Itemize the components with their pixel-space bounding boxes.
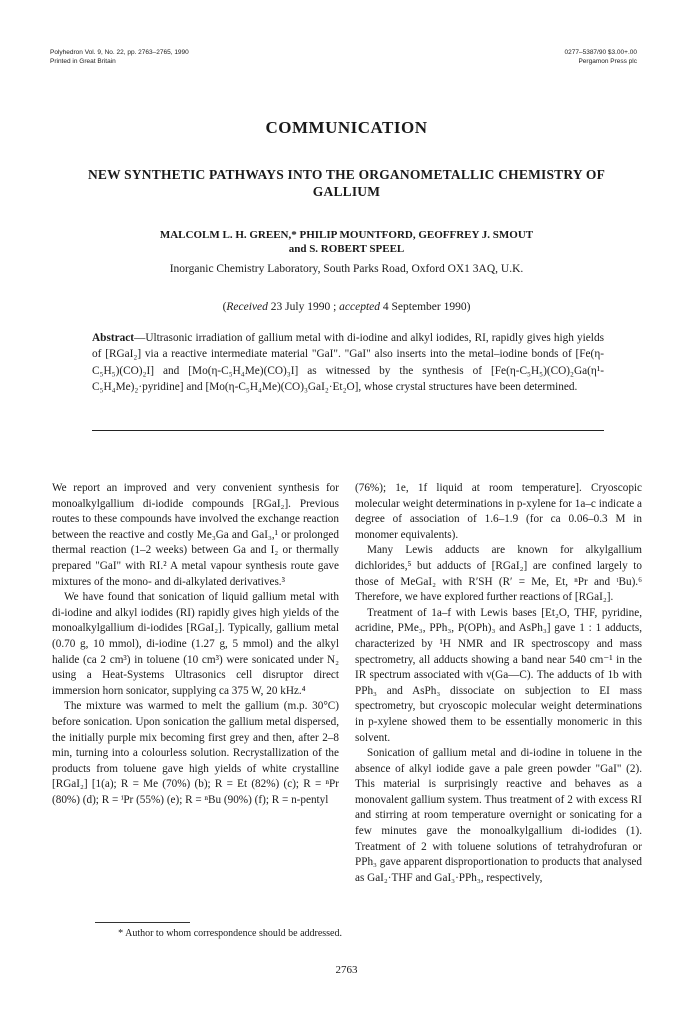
paren: ( — [222, 301, 227, 313]
paragraph: Treatment of 1a–f with Lewis bases [Et₂O, THF, pyridine, acridine, PMe₃, PPh₃, P(OPh)₃ and AsPh₃] gave 1 : 1 adducts, characterized by ¹H NMR and IR spectroscopy and mass spectrometry, all adducts showing a band near 540 cm⁻¹ in the IR spectrum associated with ν(Ga—C). The adducts of 1b with PPh₃ and AsPh₃ dissociate on subjection to EI mass spectrometry, but cryoscopic molecular weight determinations in p-xylene showed them to be essentially monomeric in this solvent. — [355, 606, 642, 744]
accepted-label: accepted — [339, 301, 381, 313]
journal-citation — [50, 48, 189, 66]
paragraph: (76%); 1e, 1f liquid at room temperature]. Cryoscopic molecular weight determinations in p-xylene for 1a–c indicate a degree of association of 1.6–1.9 (for ca 0.06–0.3 M in monomer equivalents). — [355, 482, 642, 541]
received-label: Received — [226, 301, 268, 313]
paragraph: Sonication of gallium metal and di-iodine in toluene in the absence of alkyl iodide gave a pale green powder "GaI" (2). This material is surprisingly reactive and behaves as a monovalent gallium system. Thus treatment of 2 with excess RI and stirring at room temperature overnight or sonicating for a few minutes gave the monoalkylgallium di-iodides (1). Treatment of 2 with toluene solutions of tetrahydrofuran or PPh₃ gave apparent disproportionation to products that analysed as GaI₂·THF and GaI₃·PPh₃, respectively, — [355, 747, 642, 884]
abstract-label: Abstract — [92, 332, 135, 344]
body-column-left — [52, 481, 339, 808]
article-title: NEW SYNTHETIC PATHWAYS INTO THE ORGANOMETALLIC CHEMISTRY OF GALLIUM — [87, 167, 606, 199]
paragraph: Many Lewis adducts are known for alkylgallium dichlorides,⁵ but adducts of [RGaI₂] are confined largely to those of MeGaI₂ with R′SH (R′ = Me, Et, ⁿPr and ᵗBu).⁶ Therefore, we have explored further reactions of [RGaI₂]. — [355, 544, 642, 604]
article-type: COMMUNICATION — [265, 118, 428, 137]
abstract-divider — [92, 430, 604, 431]
paragraph: We have found that sonication of liquid gallium metal with di-iodine and alkyl iodides (RI) rapidly gives high yields of the monoalkylgallium di-iodides [RGaI₂]. Typically, gallium metal (0.70 g, 10 mmol), di-iodine (1.27 g, 5 mmol) and the alkyl halide (ca 2 cm³) in toluene (10 cm³) were sonicated under N₂ using a Heat-Systems Ultrasonics cell disruptor direct immersion horn sonicator, supplying ca 375 W, 20 kHz.⁴ — [52, 591, 339, 697]
body-column-right — [355, 481, 642, 886]
paragraph: We report an improved and very convenient synthesis for monoalkylgallium di-iodide compounds [RGaI₂]. Previous routes to these compounds have involved the exchange reaction between the reactive and costly Me₃Ga and GaI₃,¹ or prolonged thermal reaction (1–2 weeks) between Ga and I₂ or thermally prepared "GaI" with RI.² A metal vapour synthesis route gave mixtures of the mono- and di-alkylated derivatives.³ — [52, 482, 339, 588]
publisher: Pergamon Press plc — [578, 58, 637, 65]
authors-line: MALCOLM L. H. GREEN,* PHILIP MOUNTFORD, GEOFFREY J. SMOUT — [159, 229, 534, 241]
received-date: 23 July 1990 ; — [267, 301, 340, 313]
page-number: 2763 — [335, 964, 358, 976]
printed-line: Printed in Great Britain — [50, 58, 116, 65]
journal-line: Polyhedron Vol. 9, No. 22, pp. 2763–2765, 1990 — [50, 49, 189, 56]
footnote-divider — [95, 922, 190, 923]
abstract-text: —Ultrasonic irradiation of gallium metal with di-iodine and alkyl iodides, RI, rapidly gives high yields of [RGaI₂] via a reactive intermediate material "GaI". "GaI" also inserts into the metal–iodine bonds of [Fe(η-C₅H₅)(CO)₂I] and [Mo(η-C₅H₄Me)(CO)₃I] as witnessed by the synthesis of [Fe(η-C₅H₅)(CO)₂Ga(η¹-C₅H₄Me)₂·pyridine] and [Mo(η-C₅H₄Me)(CO)₃GaI₂·Et₂O], whose crystal structures have been determined. — [92, 332, 604, 393]
abstract — [92, 330, 604, 395]
issn-block — [565, 48, 637, 66]
authors-line: and S. ROBERT SPEEL — [288, 243, 405, 255]
affiliation: Inorganic Chemistry Laboratory, South Parks Road, Oxford OX1 3AQ, U.K. — [169, 263, 524, 275]
issn-code: 0277–5387/90 $3.00+.00 — [564, 49, 637, 56]
paragraph: The mixture was warmed to melt the gallium (m.p. 30°C) before sonication. Upon sonication the gallium metal dispersed, the initially purple mix becoming first grey and then, after 2–8 min, turning into a colourless solution. Recrystallization of the products from toluene gave high yields of white crystalline [RGaI₂] [1(a); R = Me (70%) (b); R = Et (82%) (c); R = ⁿPr (80%) (d); R = ⁱPr (55%) (e); R = ⁿBu (90%) (f); R = n-pentyl — [52, 700, 339, 806]
author-list — [60, 228, 633, 256]
footnote: * Author to whom correspondence should be addressed. — [118, 928, 342, 939]
accepted-date: 4 September 1990) — [380, 301, 471, 313]
received-dates — [40, 301, 653, 313]
